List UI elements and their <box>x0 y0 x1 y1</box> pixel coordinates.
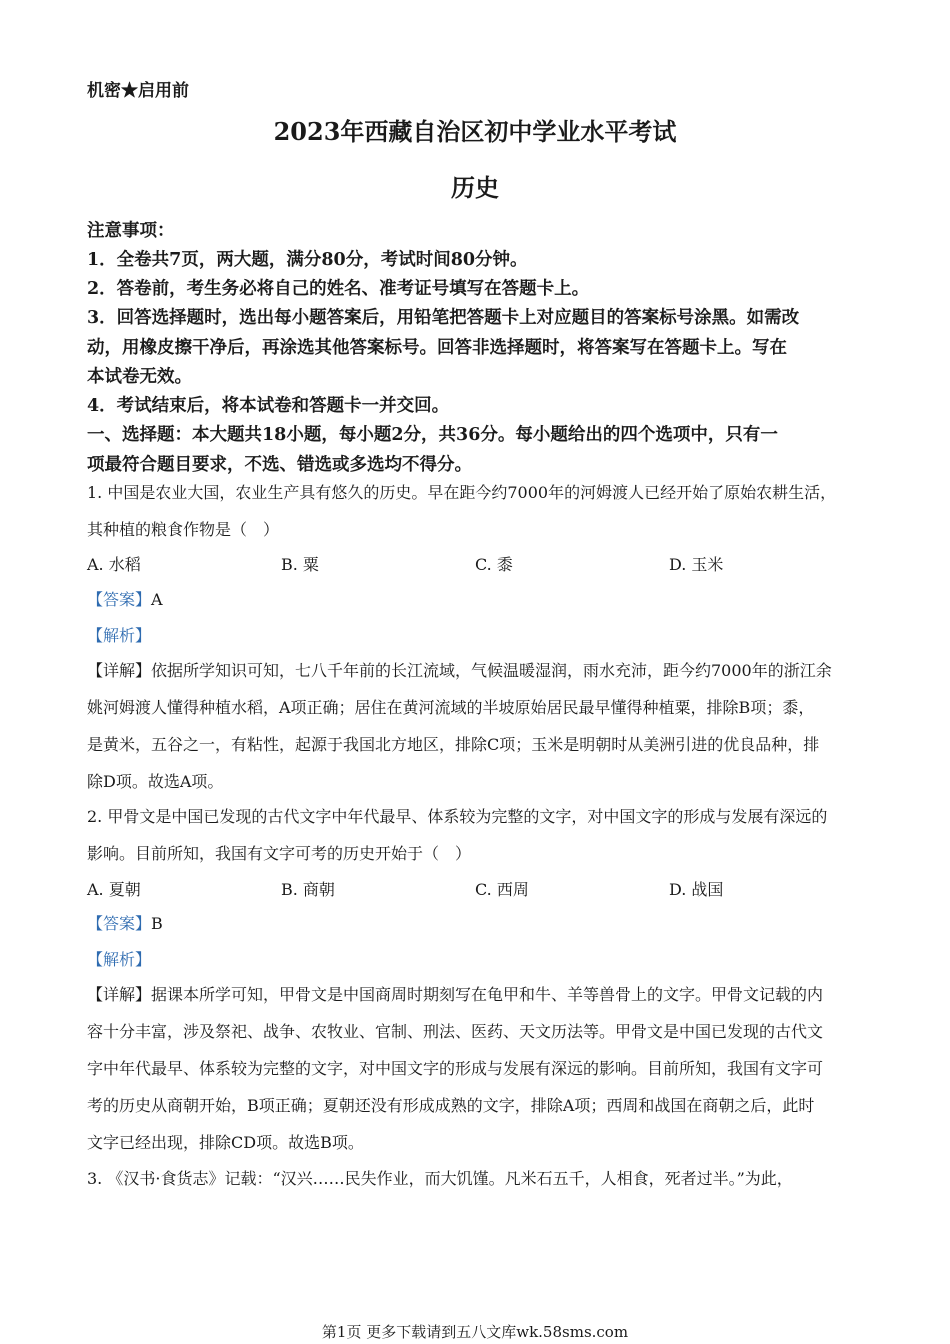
q2-option-d: D. 战国 <box>669 880 724 899</box>
confidential-label: 机密★启用前 <box>87 81 189 101</box>
q2-answer <box>87 913 163 935</box>
answer-tag: 【答案】 <box>87 590 152 609</box>
notice-item-3-line-1: 3．回答选择题时，选出每小题答案后，用铅笔把答题卡上对应题目的答案标号涂黑。如需改 <box>87 308 800 328</box>
answer-value: A <box>151 590 163 609</box>
answer-tag: 【答案】 <box>87 914 152 933</box>
page-footer: 第1页 更多下载请到五八文库wk.58sms.com <box>321 1323 629 1341</box>
section-heading-line-2: 项最符合题目要求，不选、错选或多选均不得分。 <box>87 455 472 475</box>
q1-stem-line-1: 1. 中国是农业大国，农业生产具有悠久的历史。早在距今约7000年的河姆渡人已经开始了原始农耕生活， <box>87 483 837 502</box>
q2-detail-line-3: 字中年代最早、体系较为完整的文字，对中国文字的形成与发展有深远的影响。目前所知，我国有文字可 <box>87 1059 824 1078</box>
section-heading-line-1: 一、选择题：本大题共18小题，每小题2分，共36分。每小题给出的四个选项中，只有一 <box>87 425 778 445</box>
q1-answer <box>87 589 163 611</box>
notice-item-4: 4．考试结束后，将本试卷和答题卡一并交回。 <box>87 396 450 416</box>
q1-option-b: B. 粟 <box>281 555 319 574</box>
subject-title: 历史 <box>451 173 499 202</box>
q1-detail-line-2: 姚河姆渡人懂得种植水稻，A项正确；居住在黄河流域的半坡原始居民最早懂得种植粟，排除B项；黍， <box>87 698 815 717</box>
q2-detail-line-5: 文字已经出现，排除CD项。故选B项。 <box>87 1133 364 1152</box>
q1-option-d: D. 玉米 <box>669 555 724 574</box>
notice-heading: 注意事项： <box>87 221 175 241</box>
q1-stem-line-2: 其种植的粮食作物是（ ） <box>87 520 280 539</box>
q2-analysis-tag: 【解析】 <box>87 950 152 969</box>
q1-detail-line-4: 除D项。故选A项。 <box>87 772 224 791</box>
q1-option-a: A. 水稻 <box>87 555 141 574</box>
q2-detail-line-2: 容十分丰富，涉及祭祀、战争、农牧业、官制、刑法、医药、天文历法等。甲骨文是中国已发现的古代文 <box>87 1022 824 1041</box>
notice-item-1: 1．全卷共7页，两大题，满分80分，考试时间80分钟。 <box>87 250 528 270</box>
q2-stem-line-1: 2. 甲骨文是中国已发现的古代文字中年代最早、体系较为完整的文字，对中国文字的形成与发展有深远的 <box>87 807 828 826</box>
q2-option-a: A. 夏朝 <box>87 880 141 899</box>
q1-detail-line-1: 【详解】依据所学知识可知，七八千年前的长江流域，气候温暖湿润，雨水充沛，距今约7000年的浙江余 <box>87 661 832 680</box>
notice-item-3-line-2: 动，用橡皮擦干净后，再涂选其他答案标号。回答非选择题时，将答案写在答题卡上。写在 <box>87 338 787 358</box>
q1-analysis-tag: 【解析】 <box>87 626 152 645</box>
q1-detail-line-3: 是黄米，五谷之一，有粘性，起源于我国北方地区，排除C项；玉米是明朝时从美洲引进的优良品种，排 <box>87 735 820 754</box>
q1-option-c: C. 黍 <box>475 555 513 574</box>
q2-option-c: C. 西周 <box>475 880 529 899</box>
q2-detail-line-4: 考的历史从商朝开始，B项正确；夏朝还没有形成成熟的文字，排除A项；西周和战国在商朝之后，此时 <box>87 1096 815 1115</box>
exam-title: 2023年西藏自治区初中学业水平考试 <box>273 117 677 146</box>
q2-option-b: B. 商朝 <box>281 880 335 899</box>
notice-item-3-line-3: 本试卷无效。 <box>87 367 192 387</box>
q2-detail-line-1: 【详解】据课本所学可知，甲骨文是中国商周时期刻写在龟甲和牛、羊等兽骨上的文字。甲骨文记载的内 <box>87 985 824 1004</box>
answer-value: B <box>151 914 163 933</box>
q2-stem-line-2: 影响。目前所知，我国有文字可考的历史开始于（ ） <box>87 844 472 863</box>
q3-stem-line-1: 3. 《汉书·食货志》记载：“汉兴……民失作业，而大饥馑。凡米石五千，人相食，死者过半。”为此， <box>87 1169 793 1188</box>
notice-item-2: 2．答卷前，考生务必将自己的姓名、准考证号填写在答题卡上。 <box>87 279 590 299</box>
